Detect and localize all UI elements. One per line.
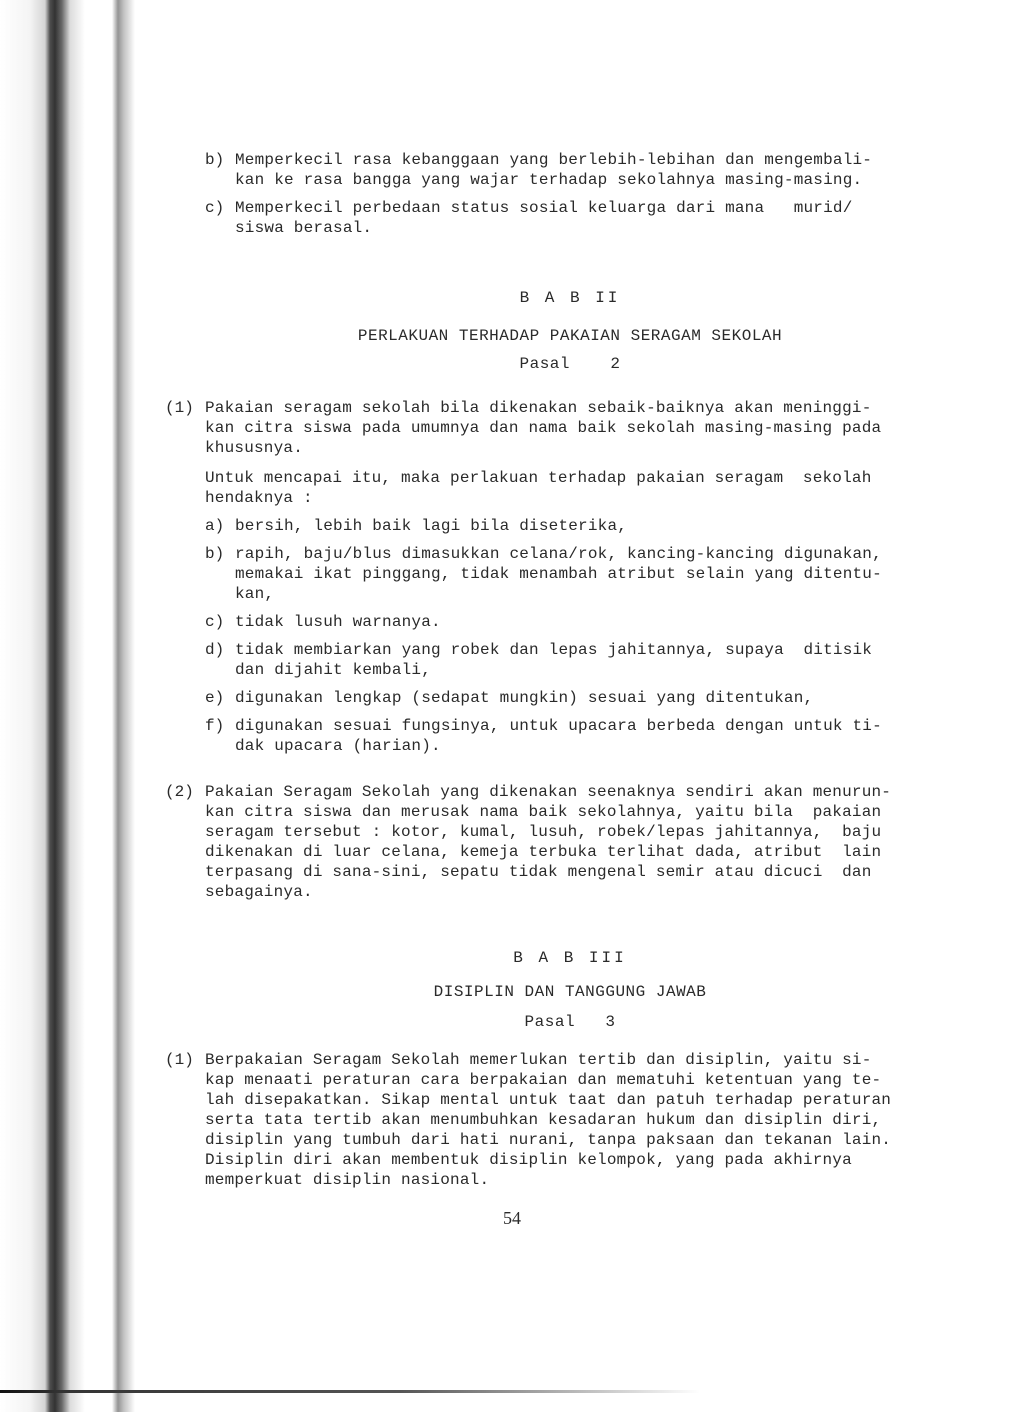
text-line: Memperkecil perbedaan status sosial keluarga dari mana murid/ xyxy=(235,199,853,217)
text-line: siswa berasal. xyxy=(235,219,373,237)
text-line: digunakan sesuai fungsinya, untuk upacara berbeda dengan untuk ti- xyxy=(235,717,882,735)
text-line: sebagainya. xyxy=(205,883,313,901)
list-marker: f) xyxy=(205,717,225,735)
binding-shadow xyxy=(0,0,150,1412)
list-item xyxy=(205,612,935,632)
text-line: tidak lusuh warnanya. xyxy=(235,613,441,631)
article-heading: Pasal 3 xyxy=(524,1013,616,1031)
document-body xyxy=(165,150,935,1198)
article-heading: Pasal 2 xyxy=(519,355,621,373)
text-line: kan citra siswa dan merusak nama baik sekolahnya, yaitu bila pakaian xyxy=(205,803,882,821)
page-number: 54 xyxy=(503,1208,521,1228)
text-line: lah disepakatkan. Sikap mental untuk taat dan patuh terhadap peraturan xyxy=(205,1091,892,1109)
text-line: bersih, lebih baik lagi bila diseterika, xyxy=(235,517,628,535)
list-item xyxy=(205,198,935,238)
list-item xyxy=(205,716,935,756)
text-line: khususnya. xyxy=(205,439,304,457)
text-line: dan dijahit kembali, xyxy=(235,661,432,679)
text-line: digunakan lengkap (sedapat mungkin) sesuai yang ditentukan, xyxy=(235,689,814,707)
list-marker: e) xyxy=(205,689,225,707)
list-marker: c) xyxy=(205,199,225,217)
list-item xyxy=(205,516,935,536)
text-line: dikenakan di luar celana, kemeja terbuka terlihat dada, atribut lain xyxy=(205,843,882,861)
paragraph-number: (2) xyxy=(165,783,194,801)
chapter-heading: B A B III xyxy=(513,949,627,967)
chapter-title: PERLAKUAN TERHADAP PAKAIAN SERAGAM SEKOLAH xyxy=(357,327,783,345)
text-line: Memperkecil rasa kebanggaan yang berlebih-lebihan dan mengembali- xyxy=(235,151,873,169)
list-marker: a) xyxy=(205,517,225,535)
chapter-title: DISIPLIN DAN TANGGUNG JAWAB xyxy=(433,983,707,1001)
list-marker: c) xyxy=(205,613,225,631)
paragraph-number: (1) xyxy=(165,1051,194,1069)
text-line: rapih, baju/blus dimasukkan celana/rok, kancing-kancing digunakan, xyxy=(235,545,882,563)
list-item xyxy=(205,150,935,190)
text-line: seragam tersebut : kotor, kumal, lusuh, robek/lepas jahitannya, baju xyxy=(205,823,882,841)
text-line: kan citra siswa pada umumnya dan nama baik sekolah masing-masing pada xyxy=(205,419,882,437)
text-line: terpasang di sana-sini, sepatu tidak mengenal semir atau dicuci dan xyxy=(205,863,872,881)
text-line: hendaknya : xyxy=(205,489,313,507)
text-line: Pakaian seragam sekolah bila dikenakan sebaik-baiknya akan meninggi- xyxy=(205,399,872,417)
text-line: kan ke rasa bangga yang wajar terhadap sekolahnya masing-masing. xyxy=(235,171,863,189)
text-line: memperkuat disiplin nasional. xyxy=(205,1171,490,1189)
list-marker: b) xyxy=(205,545,225,563)
list-marker: b) xyxy=(205,151,225,169)
text-line: kap menaati peraturan cara berpakaian dan mematuhi ketentuan yang te- xyxy=(205,1071,882,1089)
list-item xyxy=(205,544,935,604)
list-item xyxy=(205,688,935,708)
paragraph-number: (1) xyxy=(165,399,194,417)
text-line: disiplin yang tumbuh dari hati nurani, tanpa paksaan dan tekanan lain. xyxy=(205,1131,892,1149)
text-line: tidak membiarkan yang robek dan lepas jahitannya, supaya ditisik xyxy=(235,641,873,659)
text-line: Untuk mencapai itu, maka perlakuan terhadap pakaian seragam sekolah xyxy=(205,469,872,487)
text-line: kan, xyxy=(235,585,275,603)
text-line: dak upacara (harian). xyxy=(235,737,441,755)
paragraph xyxy=(165,782,935,902)
top-list xyxy=(205,150,935,238)
text-line: Pakaian Seragam Sekolah yang dikenakan seenaknya sendiri akan menurun- xyxy=(205,783,892,801)
paragraph xyxy=(165,398,935,764)
text-line: serta tata tertib akan menumbuhkan kesadaran hukum dan disiplin diri, xyxy=(205,1111,882,1129)
text-line: Disiplin diri akan membentuk disiplin kelompok, yang pada akhirnya xyxy=(205,1151,852,1169)
list-marker: d) xyxy=(205,641,225,659)
text-line: memakai ikat pinggang, tidak menambah atribut selain yang ditentu- xyxy=(235,565,882,583)
paragraph xyxy=(165,1050,935,1190)
list-item xyxy=(205,640,935,680)
bottom-edge-line xyxy=(0,1390,700,1393)
text-line: Berpakaian Seragam Sekolah memerlukan tertib dan disiplin, yaitu si- xyxy=(205,1051,872,1069)
chapter-heading: B A B II xyxy=(519,289,621,307)
